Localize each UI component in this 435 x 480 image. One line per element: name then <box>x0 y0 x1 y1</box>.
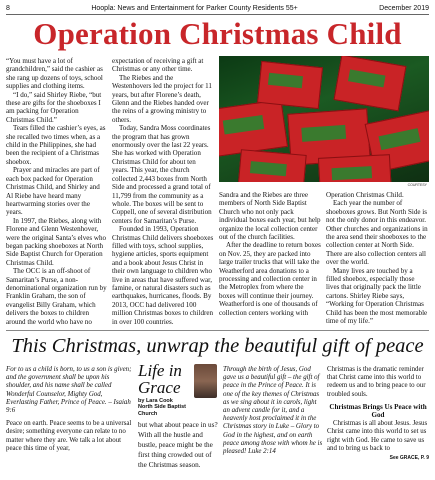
paragraph: Christmas is all about Jesus. Jesus Christ came into this world to set us right with God. He came to save us and to bring us back to <box>327 420 428 452</box>
column-text-4 <box>327 366 429 462</box>
shoebox-image <box>334 56 407 111</box>
paragraph: “I do,” said Shirley Riebe, “but these are gifts for the shoeboxes I am packing for Operation Christmas Child.” <box>6 90 102 124</box>
continued-jump: See GRACE, P. 9 <box>389 455 429 462</box>
column-nameplate <box>138 362 198 417</box>
paragraph: Through the birth of Jesus, God gave us a beautiful gift – the gift of peace in the Prince of Peace. It is one of the key themes of Christmas as we sing about it in carols, light an advent candle for it, and a heavenly host proclaimed it in the Christmas story in Luke – Glory to God in the highest, and on earth peace among those with whom he is pleased! Luke 2:14 <box>223 366 323 456</box>
paragraph: Founded in 1993, Operation Christmas Child delivers shoeboxes filled with toys, school supplies, hygiene articles, sports equipment and a book about Jesus Christ in their own language to children who live in areas that have suffered war, famine, or natural disasters such as earthquakes, hurricanes, floods. By 2013, OCC had delivered 100 million Christmas boxes to children in over 100 countries. <box>112 225 214 326</box>
column-title: This Christmas, unwrap the beautiful gift of peace <box>11 335 424 357</box>
paragraph: Operation Christmas Child. <box>326 191 404 199</box>
byline-author: by Lara Cook <box>138 398 173 404</box>
paragraph: Many lives are touched by a filled shoebox, especially those lives that originally pack the little cartons. Shirley Riebe says, “Working for Operation Christmas Child has been the most memorable time of my life.” <box>326 266 428 326</box>
article-column-1 <box>6 57 107 326</box>
column-name: Life in Grace <box>138 361 182 397</box>
paragraph: Christmas is the dramatic reminder that Christ came into this world to redeem us and to bring peace to our troubled souls. <box>327 366 426 398</box>
paragraph: Prayer and miracles are part of each box packed for Operation Christmas Child, and Shirley and Al Riebe have heard many heartwarming stories over the years. <box>6 166 100 217</box>
byline <box>138 398 198 417</box>
paragraph: “You must have a lot of grandchildren,” said the cashier as she rang up dozens of toys, school supplies and clothing items. <box>6 57 103 91</box>
column-subhead: Christmas Brings Us Peace with God <box>329 402 427 420</box>
paragraph: After the deadline to return boxes on Nov. 25, they are packed into large trailer trucks that will take the Weatherford area donations to a processing and collection center in the Metroplex from where the boxes will continue their journey. Weatherford is one of thousands of collection centers working with <box>219 241 321 317</box>
paragraph: but what about peace in us? With all the hustle and bustle, peace might be the first thing crowded out of the Christmas season. <box>138 421 218 469</box>
author-photo <box>194 364 217 398</box>
paragraph: Peace on earth. Peace seems to be a universal desire; something everyone can relate to no matter where they are. We talk a lot about peace this time of year, <box>6 420 132 452</box>
shoebox-image <box>257 61 323 109</box>
section-divider <box>6 330 429 331</box>
page-number: 8 <box>6 4 10 12</box>
page-header <box>6 2 429 14</box>
shoebox-photo <box>219 56 429 182</box>
column-text-1 <box>6 366 133 453</box>
paragraph: Today, Sandra Moss coordinates the program that has grown enormously over the last 22 years. She has worked with Operation Christmas Child for about ten years. This year, the church collected 2,443 boxes from North Side and processed a grand total of 11,799 from the community as a whole. The boxes will be sent to Coppell, one of several distribution centers for Samaritan’s Purse. <box>112 124 212 225</box>
paragraph: Sandra and the Riebes are three members of North Side Baptist Church who not only pack individual boxes each year, but help organize the local collection center out of the church facilities. <box>219 191 321 242</box>
column-text-3 <box>223 366 323 456</box>
byline-church: North Side Baptist Church <box>138 404 186 417</box>
paragraph: Each year the number of shoeboxes grows. But North Side is not the only donor in this endeavor. Other churches and organizations in the area send their shoeboxes to the collection center at North Side. There are also collection centers all over the world. <box>326 199 428 267</box>
paragraph: The Riebes and the Westenhovers led the project for 11 years, but after Florene’s death, Glenn and the Riebes handed over the reins of a growing ministry to others. <box>112 73 212 124</box>
photo-credit: COURTESY <box>407 183 427 187</box>
column-text-2 <box>138 420 218 470</box>
paragraph: The OCC is an off-shoot of Samaritan’s Purse, a non-denominational organization run by Franklin Graham, the son of evangelist Billy Graham, which delivers the boxes to children around the world who have no <box>6 267 107 326</box>
scripture-quote: For to us a child is born, to us a son is given; and the government shall be upon his shoulder, and his name shall be called Wonderful Counselor, Mighty God, Everlasting Father, Prince of Peace. – Isaiah 9:6 <box>6 366 132 415</box>
article-column-2 <box>112 57 214 326</box>
shoebox-image <box>237 149 306 182</box>
shoebox-image <box>318 154 392 182</box>
shoebox-image <box>219 99 288 157</box>
paragraph: Tears filled the cashier’s eyes, as she recalled two times when, as a child in the Philippines, she had been the recipient of a Christmas shoebox. <box>6 124 106 166</box>
article-column-4 <box>326 191 429 326</box>
publication-name: Hoopla: News and Entertainment for Parker County Residents 55+ <box>91 4 298 12</box>
article-column-3 <box>219 191 321 317</box>
paragraph: expectation of receiving a gift at Christmas or any other time. <box>112 57 204 74</box>
paragraph: In 1997, the Riebes, along with Florene and Glenn Westenhover, were the original Santa’s elves who began packing shoeboxes at North Side Baptist Church for Operation Christmas Child. <box>6 216 106 267</box>
article-title: Operation Christmas Child <box>33 16 402 51</box>
issue-date: December 2019 <box>379 4 429 12</box>
